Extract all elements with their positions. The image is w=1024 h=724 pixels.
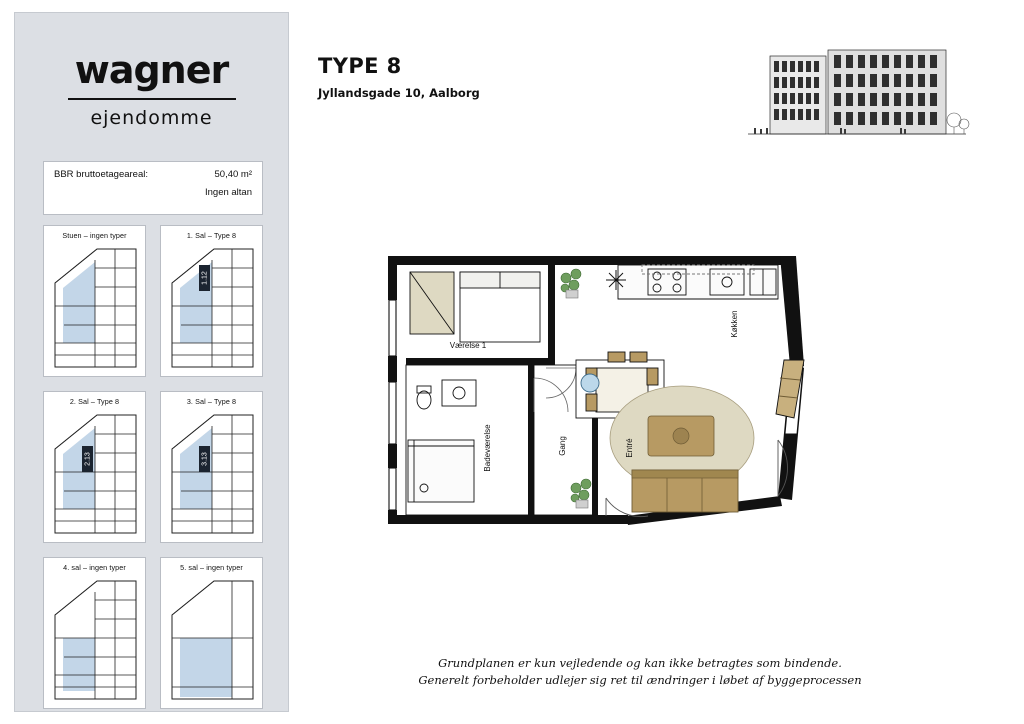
room-label-entre: Entré [625,438,634,458]
bbr-note: Ingen altan [204,187,252,198]
brand-subtitle: ejendomme [90,107,213,129]
disclaimer-line-2: Generelt forbeholder udlejer sig ret til ændringer i løbet af byggeprocessen [418,673,862,688]
apartment-floor-plan [380,248,890,548]
floor-card-1-sal[interactable] [160,225,263,377]
floor-card-title: 3. Sal – Type 8 [186,397,237,406]
floor-card-3-sal[interactable] [160,391,263,543]
floor-diagram-5-sal [170,579,255,701]
page-address: Jyllandsgade 10, Aalborg [318,86,480,100]
floor-card-5-sal[interactable] [160,557,263,709]
bbr-area-box [43,161,263,215]
brand-name: wagner [74,48,229,92]
disclaimer-footnote [380,655,900,690]
floor-card-title: 2. Sal – Type 8 [69,397,120,406]
sidebar [14,12,289,712]
room-label-badevaerelse: Badeværelse [483,424,492,472]
room-label-vaerelse1: Værelse 1 [449,341,487,350]
disclaimer-line-1: Grundplanen er kun vejledende og kan ikke betragtes som bindende. [438,656,842,670]
floor-diagram-1-sal [170,247,255,369]
svg-text:2.13: 2.13 [84,452,92,466]
page-header [318,56,480,100]
room-label-gang: Gang [558,436,567,456]
floor-diagram-stuen [53,247,138,369]
floor-diagram-3-sal [170,413,255,535]
floor-card-title: 5. sal – ingen typer [180,563,243,572]
floor-diagram-4-sal [53,579,138,701]
floor-selector-grid [43,225,263,709]
brand-divider [68,98,236,100]
floor-card-2-sal[interactable] [43,391,146,543]
floor-card-title: 4. sal – ingen typer [63,563,126,572]
brand-block [15,48,288,129]
floor-card-4-sal[interactable] [43,557,146,709]
page-title: TYPE 8 [318,54,402,78]
floor-diagram-2-sal [53,413,138,535]
svg-text:1.12: 1.12 [201,271,209,285]
floor-card-stuen[interactable] [43,225,146,377]
bbr-value: 50,40 m² [214,169,252,180]
floor-card-title: 1. Sal – Type 8 [186,231,237,240]
floor-card-title: Stuen – ingen typer [62,231,127,240]
svg-text:3.13: 3.13 [201,452,209,466]
bbr-label: BBR bruttoetageareal: [54,169,149,180]
building-elevation-illustration [742,48,972,140]
room-label-kokken: Køkken [730,310,739,338]
